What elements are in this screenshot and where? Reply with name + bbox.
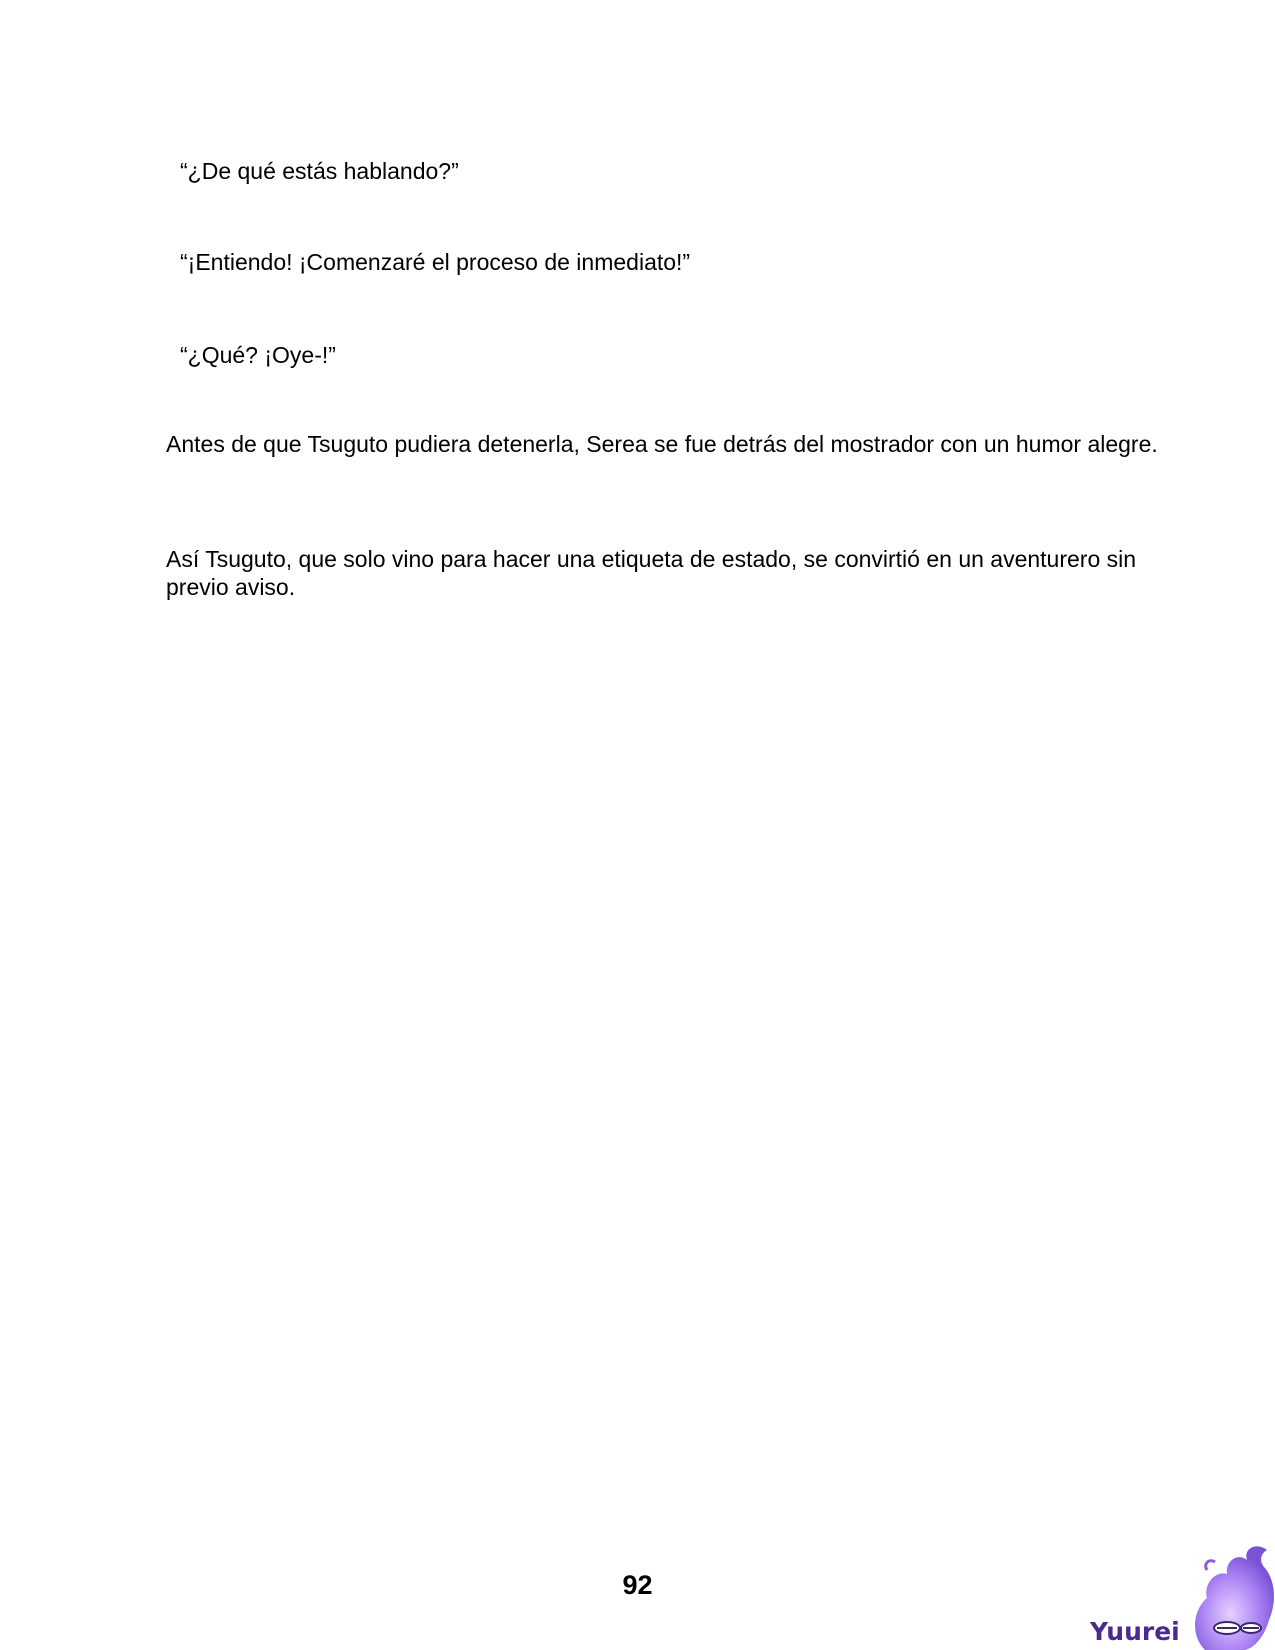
ghost-icon <box>1185 1540 1275 1650</box>
watermark <box>1090 1540 1275 1650</box>
dialogue-line: “¡Entiendo! ¡Comenzaré el proceso de inmediato!” <box>180 249 691 275</box>
narration-paragraph: Así Tsuguto, que solo vino para hacer una etiqueta de estado, se convirtió en un aventurero sin previo aviso. <box>166 546 1137 600</box>
dialogue-line: “¿Qué? ¡Oye-!” <box>180 342 336 368</box>
page-number: 92 <box>622 1570 653 1600</box>
narration-paragraph: Antes de que Tsuguto pudiera detenerla, Serea se fue detrás del mostrador con un humor alegre. <box>166 431 1158 457</box>
dialogue-line: “¿De qué estás hablando?” <box>180 158 459 184</box>
watermark-label: Yuurei <box>1090 1617 1180 1646</box>
